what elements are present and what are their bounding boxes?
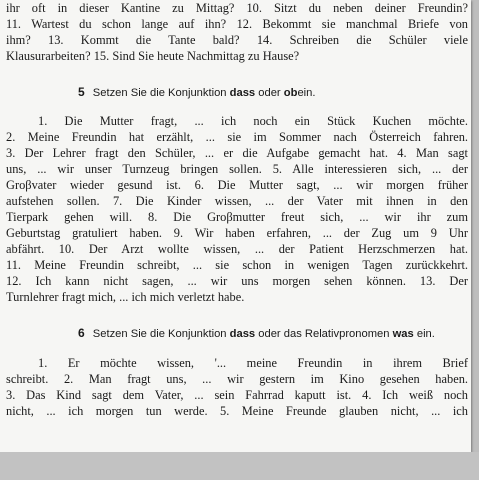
exercise-6-line-2: schreibt. 2. Man fragt uns, ... wir gestern im Kino gesehen haben. [6,372,468,386]
exercise-6-line-4: nicht, ... ich morgen tun werde. 5. Meine Freunde glauben nicht, ... ich [6,404,468,418]
exercise-6-word-was: was [392,328,414,340]
intro-line-3: ihm? 13. Kommt die Tante bald? 14. Schreiben die Schüler viele [6,33,468,47]
exercise-5-line-7: Tierpark gehen will. 8. Die Groβmutter freut sich, ... wir ihr zum [6,210,468,224]
background-strip [0,452,479,480]
exercise-5-line-10: 11. Meine Freundin schreibt, ... sie schon in wenigen Tagen zurückkehrt. [6,258,468,272]
exercise-5-line-8: Geburtstag gratuliert haben. 9. Wir haben erfahren, ... der Zug um 9 Uhr [6,226,468,240]
exercise-6-heading [78,326,435,341]
exercise-5-line-2: 2. Meine Freundin hat erzählt, ... sie im Sommer nach Österreich fahren. [6,130,468,144]
exercise-5-line-5: Groβvater wieder gesund ist. 6. Die Mutter sagt, ... wir morgen früher [6,178,468,192]
exercise-5-number: 5 [78,85,85,99]
exercise-5-instruction-end: ein. [297,87,316,99]
exercise-5-line-6: aufstehen sollen. 7. Die Kinder wissen, ... der Vater mit ihnen in den [6,194,468,208]
exercise-5-heading [78,85,315,100]
exercise-5-line-4: uns, ... wir unser Turnzeug bringen sollen. 5. Alle interessieren sich, ... der [6,162,468,176]
intro-line-1: ihr oft in dieser Kantine zu Mittag? 10. Sitzt du neben deiner Freundin? [6,1,468,15]
exercise-5-instruction-middle: oder [258,87,281,99]
exercise-6-instruction-end: ein. [416,328,435,340]
exercise-6-instruction-middle: oder das Relativpronomen [258,328,390,340]
exercise-6-number: 6 [78,326,85,340]
intro-line-4: Klausurarbeiten? 15. Sind Sie heute Nachmittag zu Hause? [6,49,300,63]
intro-line-2: 11. Wartest du schon lange auf ihn? 12. Bekommt sie manchmal Briefe von [6,17,468,31]
exercise-5-word-dass: dass [229,87,256,99]
exercise-6-instruction-start: Setzen Sie die Konjunktion [92,328,227,340]
exercise-5-instruction-start: Setzen Sie die Konjunktion [92,87,227,99]
exercise-6-line-3: 3. Das Kind sagt dem Vater, ... sein Fahrrad kaputt ist. 4. Ich weiß noch [6,388,468,402]
exercise-6-line-1: 1. Er möchte wissen, '... meine Freundin in ihrem Brief [38,356,468,370]
exercise-6-word-dass: dass [229,328,256,340]
exercise-5-line-1: 1. Die Mutter fragt, ... ich noch ein Stück Kuchen möchte. [38,114,468,128]
exercise-5-line-11: 12. Ich kann nicht sagen, ... wir uns morgen sehen können. 13. Der [6,274,468,288]
exercise-5-word-ob: ob [283,87,298,99]
exercise-5-line-9: abfährt. 10. Der Arzt wollte wissen, ... der Patient Herzschmerzen hat. [6,242,468,256]
exercise-5-line-3: 3. Der Lehrer fragt den Schüler, ... er die Aufgabe gemacht hat. 4. Man sagt [6,146,468,160]
exercise-5-line-12: Turnlehrer fragt mich, ... ich mich verletzt habe. [6,290,245,304]
